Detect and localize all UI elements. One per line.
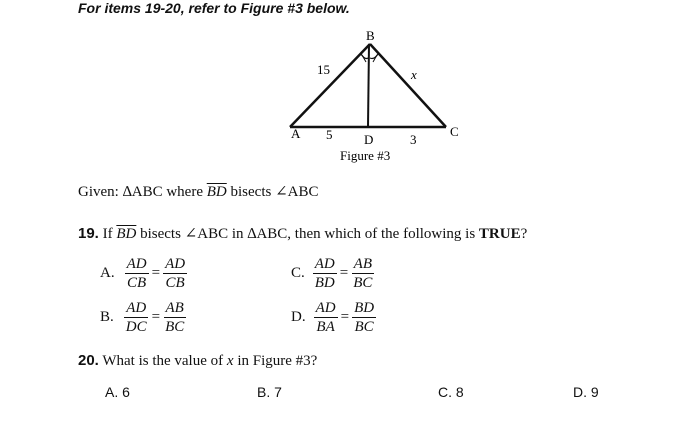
choice-c-letter: C. — [291, 265, 305, 281]
answer-b[interactable]: B. 7 — [257, 384, 282, 400]
bisector-bd — [368, 44, 369, 127]
equals-sign: = — [151, 265, 161, 281]
choice-d-fraction-1 — [314, 300, 338, 335]
given-segment: $\overline{BD}$ — [206, 184, 227, 200]
answer-d[interactable]: D. 9 — [573, 384, 599, 400]
figure-caption: Figure #3 — [340, 148, 391, 163]
question-20-post: in Figure #3? — [233, 353, 318, 369]
numerator: AD — [126, 256, 147, 272]
denominator: BC — [165, 319, 185, 335]
question-19-segment: $\overline{BD}$ — [116, 226, 137, 242]
label-c: C — [450, 124, 459, 139]
label-dc-length: 3 — [410, 132, 417, 147]
numerator: AD — [165, 256, 186, 272]
denominator: CB — [165, 275, 185, 291]
denominator: BD — [314, 275, 335, 291]
denominator: BA — [316, 319, 335, 335]
denominator: BC — [353, 275, 373, 291]
denominator: DC — [125, 319, 147, 335]
denominator: CB — [127, 275, 147, 291]
question-19-end: ? — [520, 226, 528, 242]
choice-a[interactable] — [100, 256, 187, 291]
label-b: B — [366, 28, 375, 43]
choice-a-letter: A. — [100, 265, 115, 281]
question-19 — [78, 224, 527, 243]
choice-d[interactable] — [291, 300, 376, 335]
choice-a-fraction-2 — [163, 256, 187, 291]
numerator: AD — [126, 300, 147, 316]
label-a: A — [291, 126, 301, 141]
question-20-pre: What is the value of — [98, 353, 227, 369]
denominator: BC — [354, 319, 374, 335]
choice-c-fraction-1 — [313, 256, 337, 291]
instructions-header: For items 19-20, refer to Figure #3 below. — [78, 0, 350, 16]
numerator: BD — [354, 300, 375, 316]
label-d: D — [364, 132, 374, 147]
choice-b-letter: B. — [100, 309, 114, 325]
answer-c[interactable]: C. 8 — [438, 384, 464, 400]
choice-d-fraction-2 — [352, 300, 376, 335]
triangle-figure — [280, 24, 480, 169]
question-20 — [78, 352, 317, 370]
equals-sign: = — [151, 309, 161, 325]
label-ab-length: 15 — [317, 62, 330, 77]
angle-mark-left — [361, 54, 368, 59]
question-19-mid: bisects ∠ABC in ∆ABC, then which of the following is — [136, 226, 479, 242]
given-suffix: bisects ∠ABC — [226, 184, 319, 200]
choice-c[interactable] — [291, 256, 374, 291]
equals-sign: = — [340, 309, 350, 325]
answer-a[interactable]: A. 6 — [105, 384, 130, 400]
choice-c-fraction-2 — [351, 256, 374, 291]
choice-d-letter: D. — [291, 309, 306, 325]
side-bc — [370, 44, 446, 127]
question-19-number: 19. — [78, 225, 99, 242]
numerator: AB — [165, 300, 184, 316]
label-x: x — [411, 67, 417, 82]
question-20-number: 20. — [78, 352, 99, 369]
question-19-pre: If — [98, 226, 117, 242]
given-statement — [78, 182, 319, 201]
numerator: AD — [315, 300, 336, 316]
choice-b[interactable] — [100, 300, 186, 335]
choice-b-fraction-2 — [163, 300, 186, 335]
numerator: AB — [353, 256, 372, 272]
question-20-var: x — [226, 353, 234, 369]
choice-a-fraction-1 — [125, 256, 149, 291]
label-ad-length: 5 — [326, 127, 333, 142]
given-prefix: Given: ∆ABC where — [78, 184, 207, 200]
equals-sign: = — [339, 265, 349, 281]
question-19-emph: TRUE — [478, 226, 521, 242]
numerator: AD — [314, 256, 335, 272]
choice-b-fraction-1 — [124, 300, 149, 335]
side-ab — [290, 44, 370, 127]
